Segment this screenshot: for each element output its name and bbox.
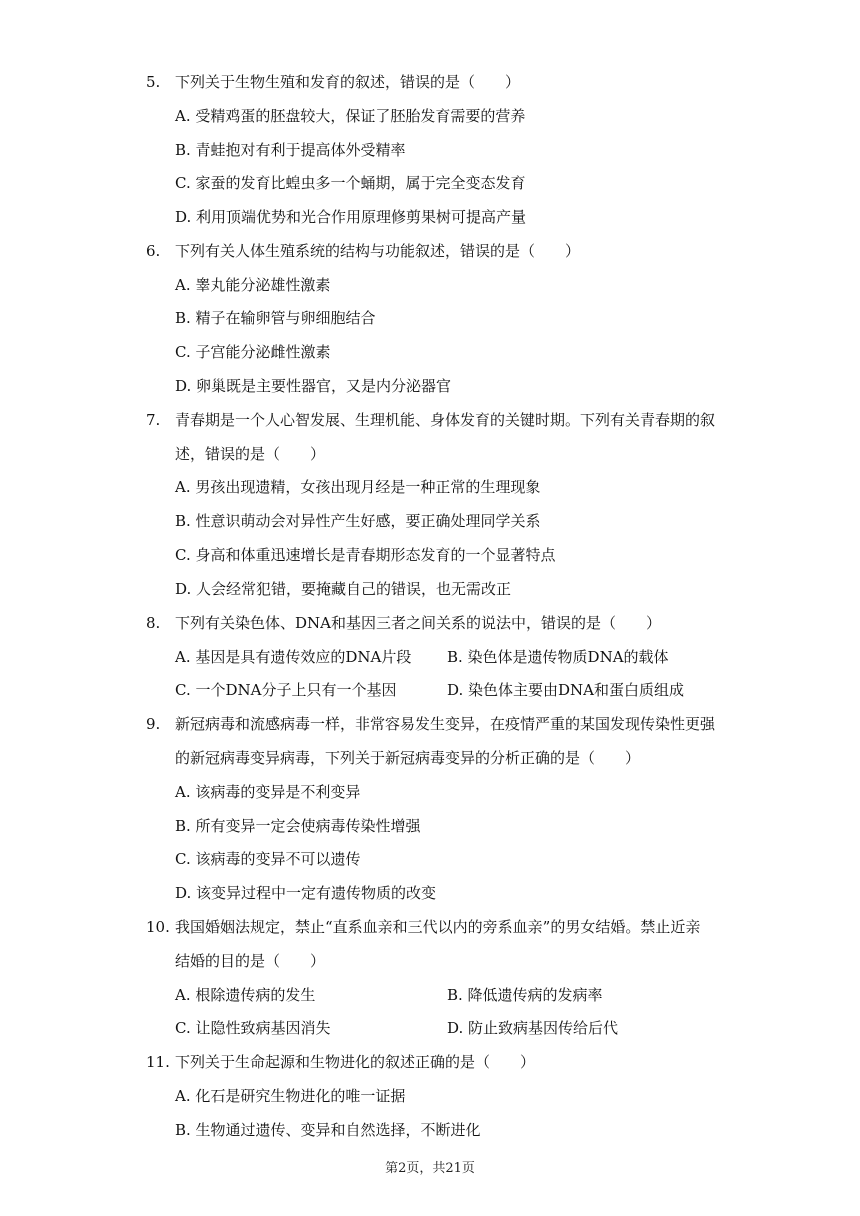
question-stem: 下列有关染色体、DNA和基因三者之间关系的说法中，错误的是（ ） bbox=[175, 614, 661, 632]
question-stem-cont: 的新冠病毒变异病毒，下列关于新冠病毒变异的分析正确的是（ ） bbox=[175, 749, 641, 767]
option-a: A. 该病毒的变异是不利变异 bbox=[175, 783, 361, 801]
option-b: B. 精子在输卵管与卵细胞结合 bbox=[175, 309, 376, 327]
question-stem: 下列关于生物生殖和发育的叙述，错误的是（ ） bbox=[175, 73, 521, 91]
question-stem: 下列关于生命起源和生物进化的叙述正确的是（ ） bbox=[175, 1053, 536, 1071]
question-stem: 下列有关人体生殖系统的结构与功能叙述，错误的是（ ） bbox=[175, 242, 581, 260]
option-a: A. 根除遗传病的发生 bbox=[175, 986, 316, 1004]
option-c: C. 让隐性致病基因消失 bbox=[175, 1019, 331, 1037]
option-c: C. 一个DNA分子上只有一个基因 bbox=[175, 681, 397, 699]
question-number: 5. bbox=[146, 73, 161, 91]
option-b: B. 性意识萌动会对异性产生好感，要正确处理同学关系 bbox=[175, 512, 541, 530]
question-number: 11. bbox=[146, 1053, 170, 1071]
option-c: C. 身高和体重迅速增长是青春期形态发育的一个显著特点 bbox=[175, 546, 556, 564]
option-a: A. 基因是具有遗传效应的DNA片段 bbox=[175, 648, 412, 666]
question-number: 9. bbox=[146, 715, 161, 733]
option-c: C. 家蚕的发育比蝗虫多一个蛹期，属于完全变态发育 bbox=[175, 174, 526, 192]
page-footer: 第2页，共21页 bbox=[385, 1161, 475, 1176]
option-a: A. 男孩出现遗精，女孩出现月经是一种正常的生理现象 bbox=[175, 478, 541, 496]
question-stem-cont: 结婚的目的是（ ） bbox=[175, 952, 326, 970]
question-number: 8. bbox=[146, 614, 161, 632]
option-d: D. 卵巢既是主要性器官，又是内分泌器官 bbox=[175, 377, 452, 395]
option-d: D. 染色体主要由DNA和蛋白质组成 bbox=[447, 681, 685, 699]
option-a: A. 化石是研究生物进化的唯一证据 bbox=[175, 1087, 406, 1105]
option-a: A. 睾丸能分泌雄性激素 bbox=[175, 276, 331, 294]
option-c: C. 子宫能分泌雌性激素 bbox=[175, 343, 331, 361]
question-stem: 青春期是一个人心智发展、生理机能、身体发育的关键时期。下列有关青春期的叙 bbox=[175, 411, 716, 429]
option-d: D. 防止致病基因传给后代 bbox=[447, 1019, 619, 1037]
option-d: D. 利用顶端优势和光合作用原理修剪果树可提高产量 bbox=[175, 208, 527, 226]
question-number: 10. bbox=[146, 918, 170, 936]
option-b: B. 染色体是遗传物质DNA的载体 bbox=[447, 648, 669, 666]
option-d: D. 人会经常犯错，要掩藏自己的错误，也无需改正 bbox=[175, 580, 512, 598]
question-stem-cont: 述，错误的是（ ） bbox=[175, 445, 326, 463]
option-b: B. 青蛙抱对有利于提高体外受精率 bbox=[175, 141, 406, 159]
option-b: B. 降低遗传病的发病率 bbox=[447, 986, 603, 1004]
option-a: A. 受精鸡蛋的胚盘较大，保证了胚胎发育需要的营养 bbox=[175, 107, 526, 125]
option-b: B. 所有变异一定会使病毒传染性增强 bbox=[175, 817, 421, 835]
option-b: B. 生物通过遗传、变异和自然选择，不断进化 bbox=[175, 1121, 481, 1139]
option-c: C. 该病毒的变异不可以遗传 bbox=[175, 850, 361, 868]
question-stem: 新冠病毒和流感病毒一样，非常容易发生变异，在疫情严重的某国发现传染性更强 bbox=[175, 715, 716, 733]
question-stem: 我国婚姻法规定，禁止“直系血亲和三代以内的旁系血亲”的男女结婚。禁止近亲 bbox=[175, 918, 701, 936]
question-number: 6. bbox=[146, 242, 161, 260]
question-number: 7. bbox=[146, 411, 161, 429]
option-d: D. 该变异过程中一定有遗传物质的改变 bbox=[175, 884, 437, 902]
